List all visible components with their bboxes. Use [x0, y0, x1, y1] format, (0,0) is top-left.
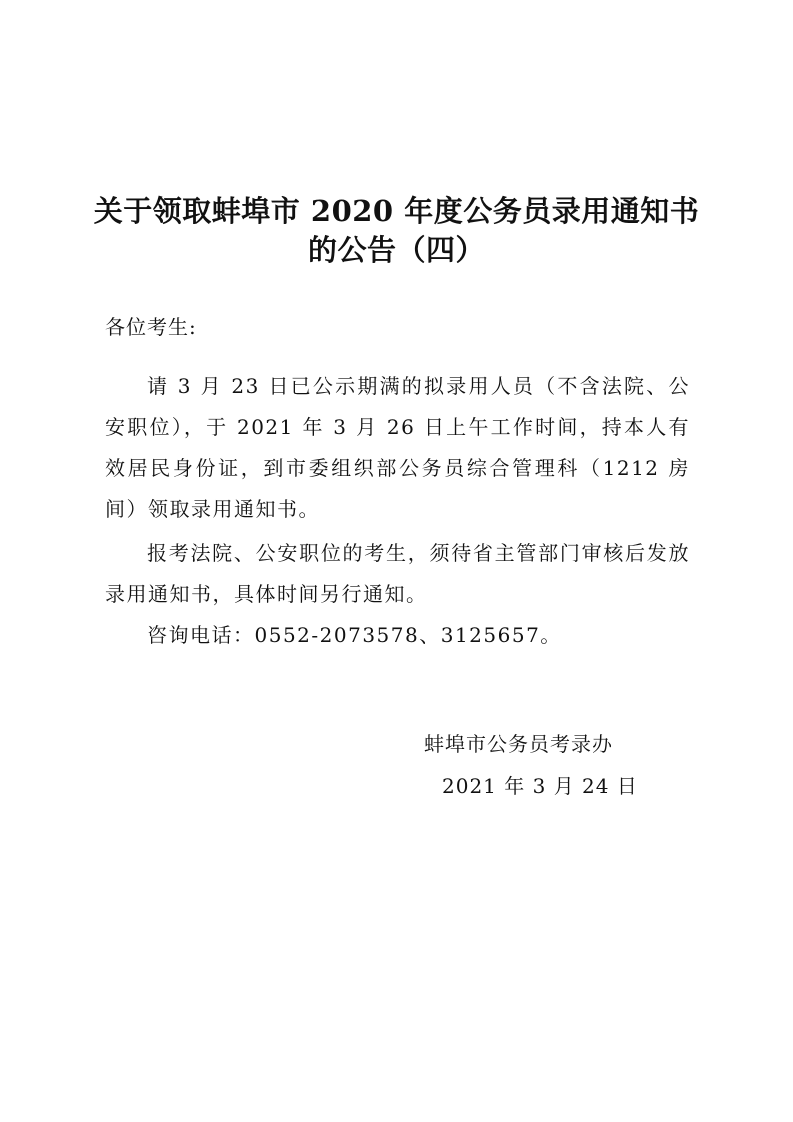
paragraph-collection-notice: 请 3 月 23 日已公示期满的拟录用人员（不含法院、公安职位），于 2021 年 3 月 26 日上午工作时间，持本人有效居民身份证，到市委组织部公务员综合管理科（1212 房间）领取录用通知书。: [105, 374, 690, 521]
document-title-line-1: 关于领取蚌埠市 2020 年度公务员录用通知书: [93, 194, 700, 228]
document-title-line-2: 的公告（四）: [307, 233, 485, 267]
paragraph-contact-phone: 咨询电话：0552-2073578、3125657。: [147, 623, 562, 647]
salutation: 各位考生:: [105, 315, 197, 339]
signature-date: 2021 年 3 月 24 日: [442, 774, 638, 798]
signature-organization: 蚌埠市公务员考录办: [424, 732, 613, 756]
paragraph-court-police-notice: 报考法院、公安职位的考生，须待省主管部门审核后发放录用通知书，具体时间另行通知。: [105, 541, 690, 606]
